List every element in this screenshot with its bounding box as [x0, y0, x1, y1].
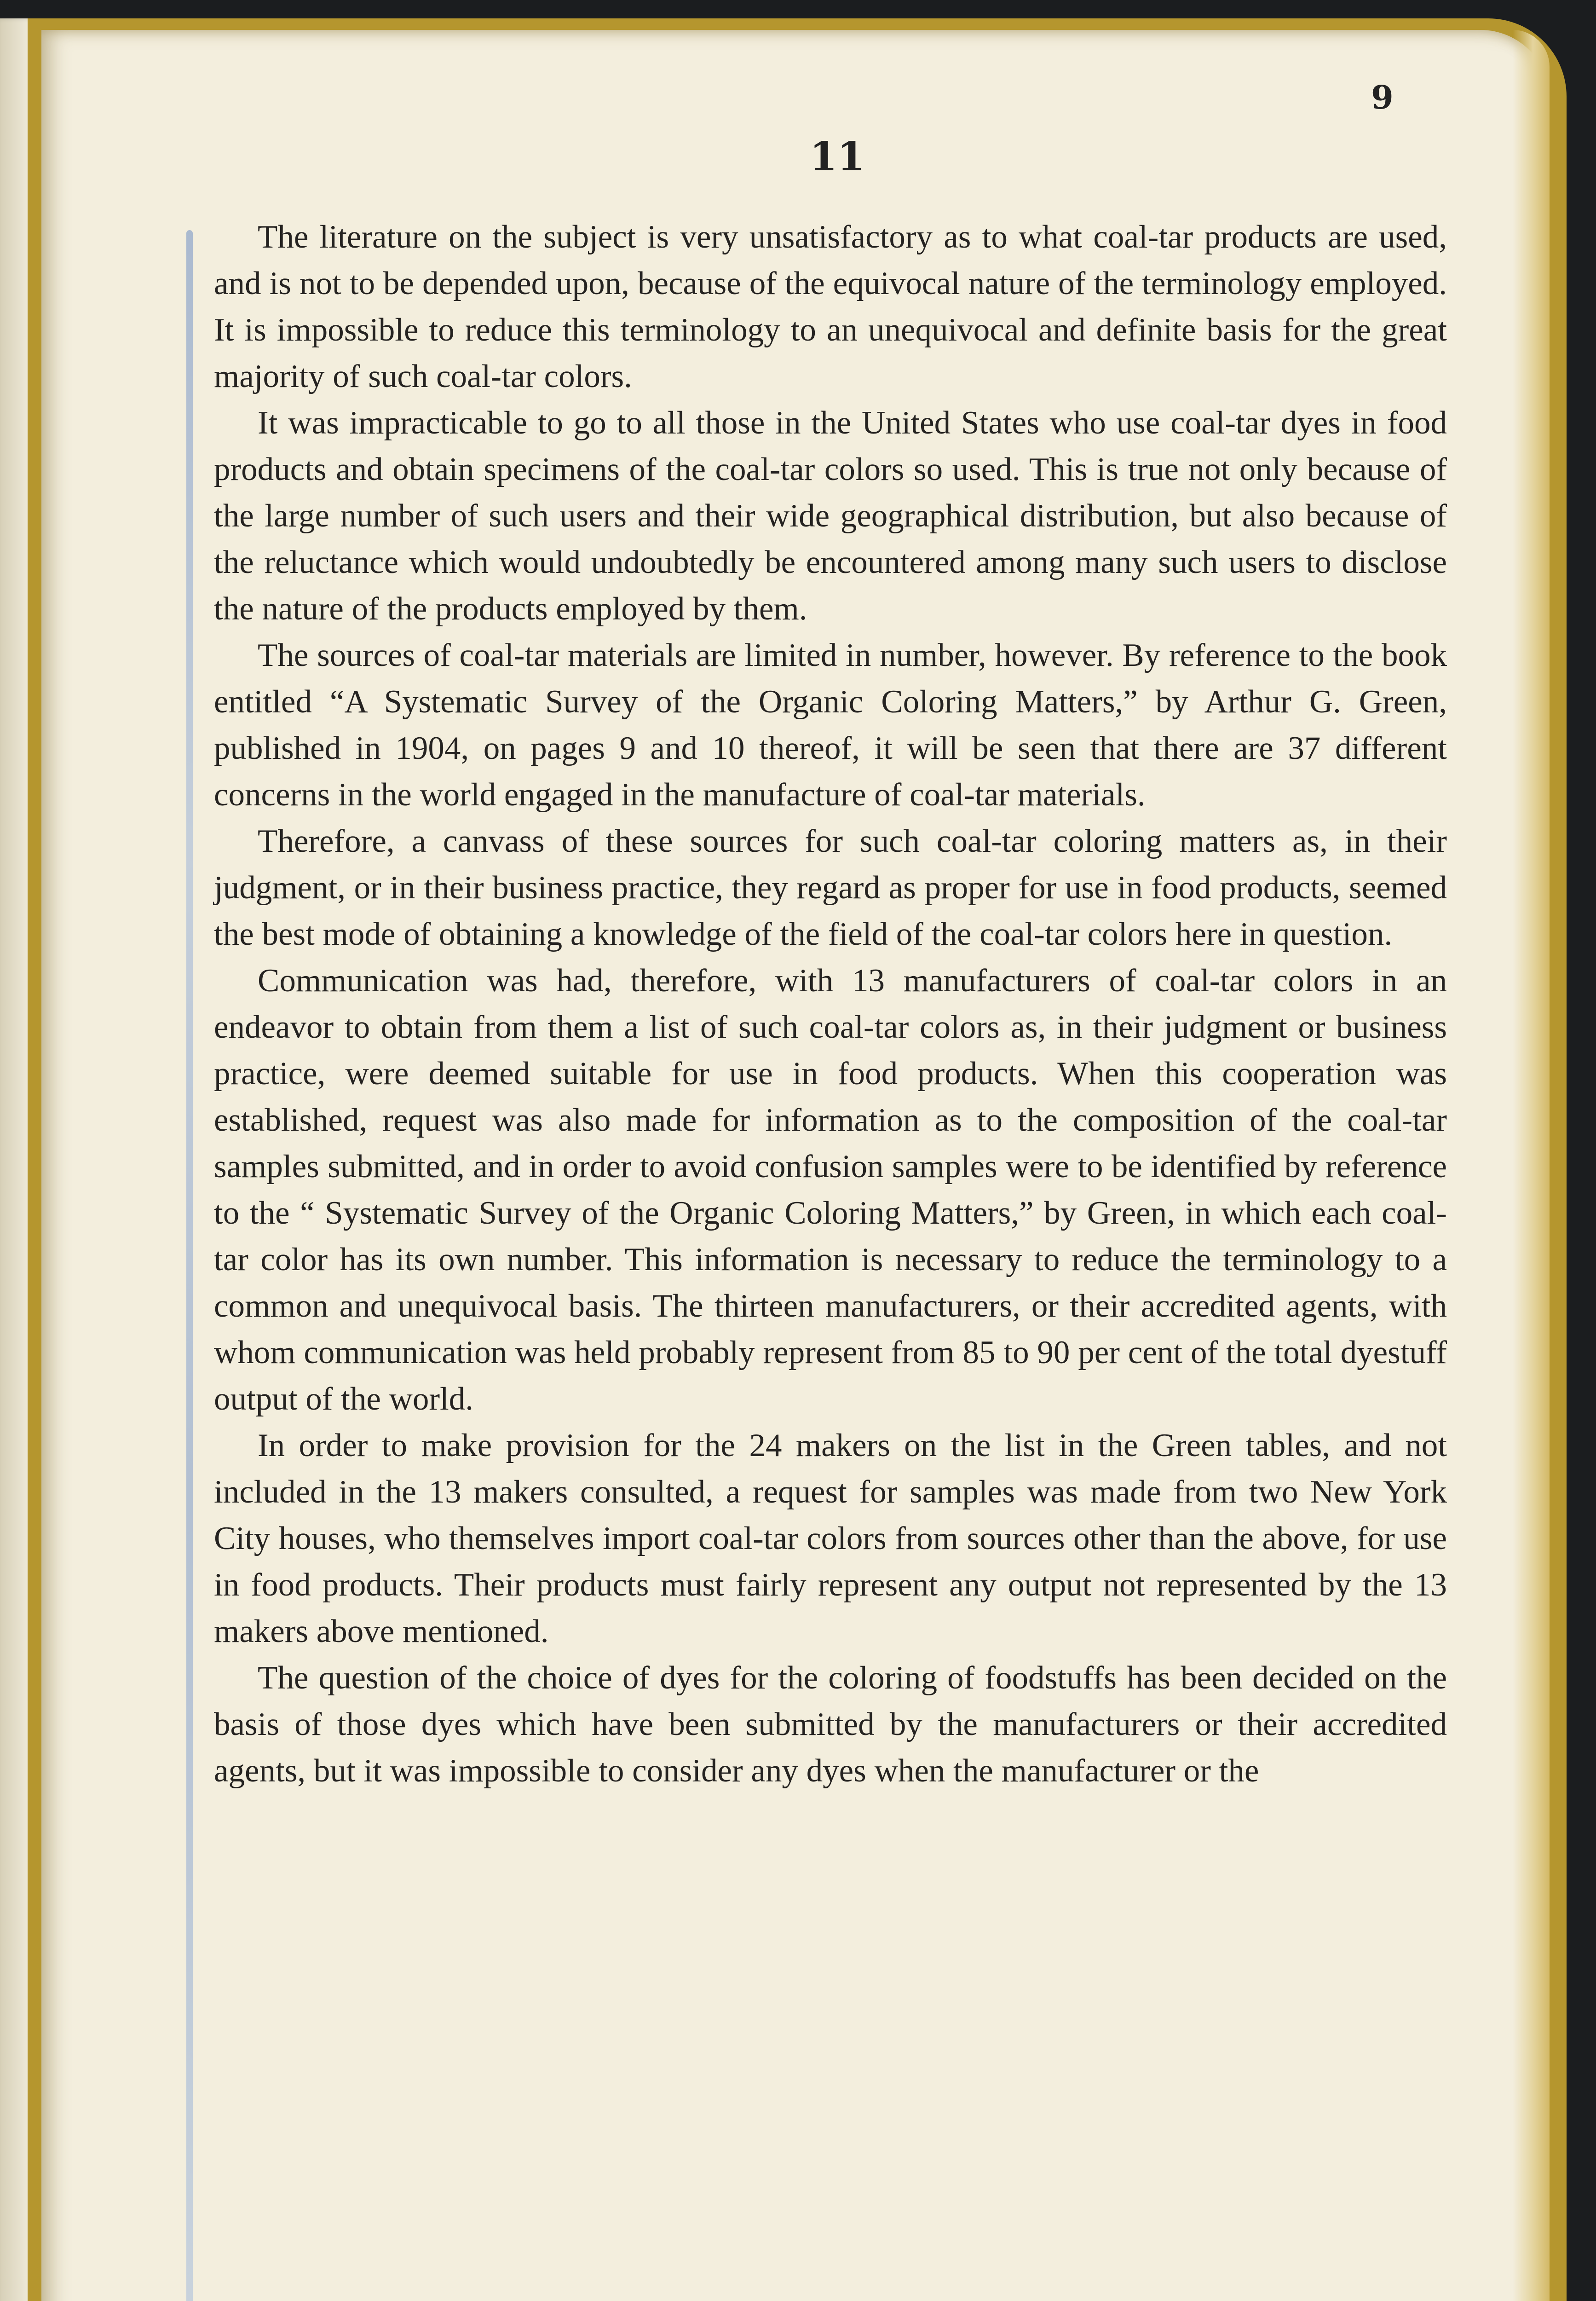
paragraph-3: The sources of coal-tar materials are limited in number, however. By reference to the book entitled “A Systematic Survey of the Organic Coloring Matters,” by Arthur G. Green, published in 1904, on pages 9 and 10 thereof, it will be seen that there are 37 different concerns in the world engaged in the manufacture of coal-tar materials. — [214, 637, 1447, 813]
corner-mark: 9 — [1371, 78, 1394, 116]
paragraph-1: The literature on the subject is very unsatisfactory as to what coal-tar products are used, and is not to be depended upon, because of the equivocal nature of the terminology employed. It is impossible to reduce this terminology to an unequivocal and definite basis for the great majority of such coal-tar colors. — [214, 219, 1447, 394]
paragraph-2: It was impracticable to go to all those in the United States who use coal-tar dyes in food products and obtain specimens of the coal-tar colors so used. This is true not only because of the large number of such users and their wide geographical distribution, but also because of the reluctance which would undoubtedly be encountered among many such users to disclose the nature of the products employed by them. — [214, 405, 1447, 627]
page-number: 11 — [810, 133, 865, 180]
paragraph-7: The question of the choice of dyes for the coloring of foodstuffs has been decided on the basis of those dyes which have been submitted by the manufacturers or their accredited agents, but it was impossible to consider any dyes when the manufacturer or the — [214, 1660, 1447, 1789]
paragraph-4: Therefore, a canvass of these sources for such coal-tar coloring matters as, in their judgment, or in their business practice, they regard as proper for use in food products, seemed the best mode of obtaining a knowledge of the field of the coal-tar colors here in question. — [214, 823, 1447, 952]
body-text — [214, 214, 1447, 1794]
binding-thread — [186, 230, 193, 2301]
paragraph-6: In order to make provision for the 24 makers on the list in the Green tables, and not included in the 13 makers consulted, a request for samples was made from two New York City houses, who themselves import coal-tar colors from sources other than the above, for use in food products. Their products must fairly represent any output not represented by the 13 makers above mentioned. — [214, 1428, 1447, 1649]
page-gilt-edge — [1513, 30, 1550, 2301]
paragraph-5: Communication was had, therefore, with 13 manufacturers of coal-tar colors in an endeavor to obtain from them a list of such coal-tar colors as, in their judgment or business practice, were deemed suitable for use in food products. When this cooperation was established, request was also made for information as to the composition of the coal-tar samples submitted, and in order to avoid confusion samples were to be identified by reference to the “ Systematic Survey of the Organic Coloring Matters,” by Green, in which each coal-tar color has its own number. This information is necessary to reduce the terminology to a common and unequivocal basis. The thirteen manufacturers, or their accredited agents, with whom communication was held probably represent from 85 to 90 per cent of the total dyestuff output of the world. — [214, 963, 1447, 1417]
